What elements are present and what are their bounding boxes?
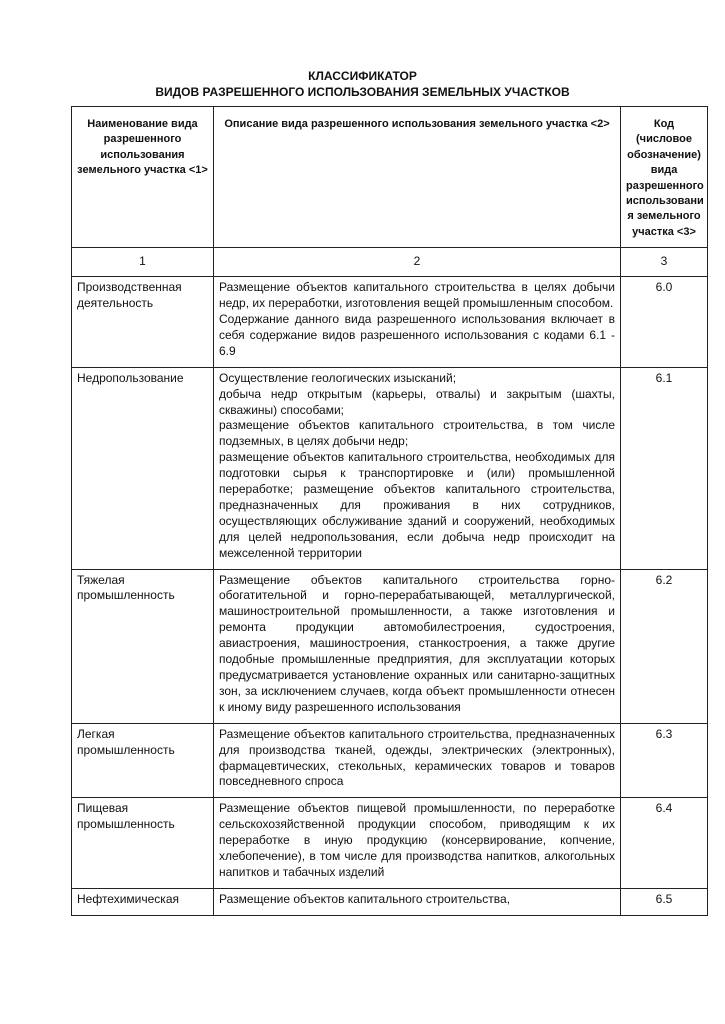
description-paragraph: Содержание данного вида разрешенного использования включает в себя содержание видов разрешенного использования с кодами 6.1 - 6.9 [219,311,615,358]
use-name: Пищевая промышленность [72,798,214,889]
table-row [72,798,708,889]
use-description [214,798,621,889]
title-line-2: ВИДОВ РАЗРЕШЕННОГО ИСПОЛЬЗОВАНИЯ ЗЕМЕЛЬНЫХ УЧАСТКОВ [155,85,570,99]
use-name: Производственная деятельность [72,277,214,368]
column-number: 2 [214,248,621,277]
table-row [72,277,708,368]
description-paragraph: Осуществление геологических изысканий; [219,370,457,385]
column-number-row [72,248,708,277]
use-code: 6.5 [621,888,708,915]
use-description [214,367,621,569]
description-paragraph: Размещение объектов капитального строительства в целях добычи недр, их переработки, изготовления вещей промышленным способом. [219,280,615,311]
use-code: 6.4 [621,798,708,889]
use-name: Тяжелая промышленность [72,569,214,723]
table-row [72,888,708,915]
description-paragraph: Размещение объектов капитального строительства, предназначенных для производства тканей, одежды, электрических (электронных), фармацевтических, стекольных, керамических товаров и товаров повседневного спроса [219,726,615,789]
description-paragraph: Размещение объектов пищевой промышленности, по переработке сельскохозяйственной продукции способом, приводящим к их переработке в иную продукцию (консервирование, копчение, хлебопечение), в том числе для производства напитков, алкогольных напитков и табачных изделий [219,801,615,879]
description-paragraph: размещение объектов капитального строительства, необходимых для подготовки сырья к транспортировке и (или) промышленной переработке; размещение объектов капитального строительства, предназначенных для проживания в них сотрудников, осуществляющих обслуживание зданий и сооружений, необходимых для целей недропользования, если добыча недр происходит на межселенной территории [219,450,615,560]
use-description [214,569,621,723]
use-code: 6.1 [621,367,708,569]
table-row [72,569,708,723]
use-name: Нефтехимическая [72,888,214,915]
document-title [0,68,725,100]
use-description [214,888,621,915]
use-code: 6.0 [621,277,708,368]
use-name: Недропользование [72,367,214,569]
use-description [214,277,621,368]
use-description [214,723,621,798]
description-paragraph: Размещение объектов капитального строительства горно-обогатительной и горно-перерабатывающей, металлургической, машиностроительной промышленности, а также изготовления и ремонта продукции автомобилестроения, судостроения, авиастроения, машиностроения, станкостроения, а также другие подобные промышленные предприятия, для эксплуатации которых предусматривается установление охранных или санитарно-защитных зон, за исключением случаев, когда объект промышленности отнесен к иному виду разрешенного использования [219,572,615,714]
description-paragraph: размещение объектов капитального строительства, в том числе подземных, в целях добычи недр; [219,418,615,449]
table-row [72,367,708,569]
description-paragraph: добыча недр открытым (карьеры, отвалы) и закрытым (шахты, скважины) способами; [219,386,615,417]
header-description: Описание вида разрешенного использования земельного участка <2> [214,107,621,248]
header-name: Наименование вида разрешенного использования земельного участка <1> [72,107,214,248]
use-name: Легкая промышленность [72,723,214,798]
column-number: 3 [621,248,708,277]
table-row [72,723,708,798]
use-code: 6.3 [621,723,708,798]
title-line-1: КЛАССИФИКАТОР [308,69,417,83]
header-row [72,107,708,248]
header-code: Код (числовое обозначение) вида разрешенного использовани я земельного участка <3> [621,107,708,248]
description-paragraph: Размещение объектов капитального строительства, [219,891,511,906]
use-code: 6.2 [621,569,708,723]
column-number: 1 [72,248,214,277]
classifier-table [71,106,708,916]
